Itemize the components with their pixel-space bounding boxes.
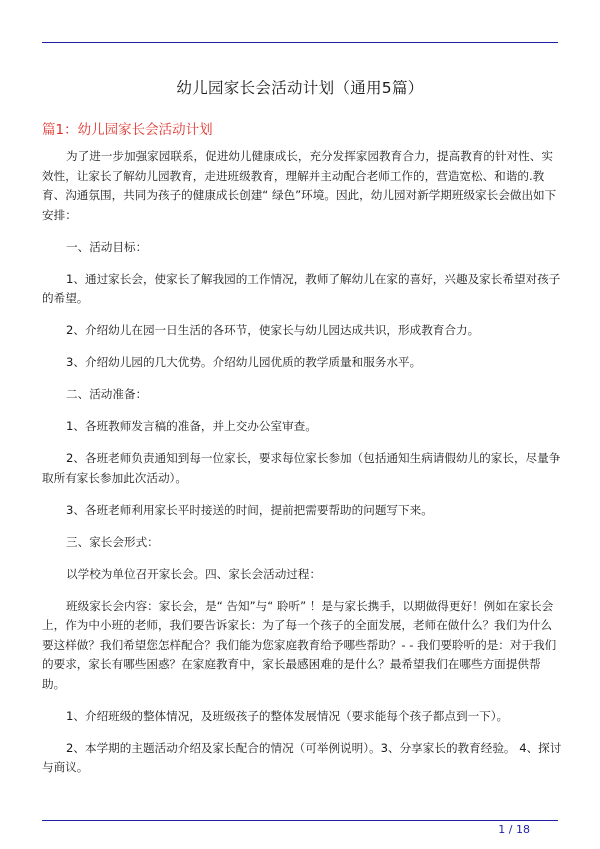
- heading-meeting-format: 三、家长会形式：: [66, 534, 159, 549]
- paragraph-goal-2: 2、介绍幼儿在园一日生活的各环节，使家长与幼儿园达成共识，形成教育合力。: [66, 323, 480, 337]
- footer-rule: [42, 820, 558, 821]
- paragraph-process-1: 1、介绍班级的整体情况，及班级孩子的整体发展情况（要求能每个孩子都点到一下）。: [66, 708, 509, 723]
- paragraph-meeting-content: 班级家长会内容：家长会，是“ 告知”与“ 聆听” ！是与家长携手，以期做得更好！例如在家长会上，作为中小班的老师，我们要告诉家长：为了每一个孩子的全面发展，老师在做什么？我们为什么要这样做？我们希望您怎样配合？我们能为您家庭教育给予哪些帮助？- - 我们要聆听的是：对于我们的要求，家长有哪些困惑？在家庭教育中，家长最感困难的是什么？最希望我们在哪些方面提供帮助。: [42, 598, 557, 691]
- paragraph-process-2: 2、本学期的主题活动介绍及家长配合的情况（可举例说明）。3、分享家长的教育经验。 4、探讨与商议。: [42, 740, 562, 774]
- document-title: 幼儿园家长会活动计划（通用5篇）: [176, 79, 424, 97]
- heading-activity-prep: 二、活动准备：: [66, 387, 148, 401]
- heading-activity-goals: 一、活动目标：: [66, 239, 148, 254]
- paragraph-prep-3: 3、各班老师利用家长平时接送的时间，提前把需要帮助的问题写下来。: [66, 502, 433, 517]
- paragraph-goal-1: 1、通过家长会，使家长了解我园的工作情况，教师了解幼儿在家的喜好，兴趣及家长希望对孩子的希望。: [42, 271, 561, 305]
- page-number: 1 / 18: [498, 823, 530, 836]
- paragraph-goal-3: 3、介绍幼儿园的几大优势。介绍幼儿园优质的教学质量和服务水平。: [66, 355, 422, 369]
- paragraph-prep-1: 1、各班教师发言稿的准备，并上交办公室审查。: [66, 419, 317, 433]
- document-body: [42, 147, 562, 790]
- paragraph-prep-2: 2、各班老师负责通知到每一位家长，要求每位家长参加（包括通知生病请假幼儿的家长，尽量争取所有家长参加此次活动）。: [42, 451, 561, 485]
- paragraph-intro: 为了进一步加强家园联系，促进幼儿健康成长，充分发挥家园教育合力，提高教育的针对性、实效性，让家长了解幼儿园教育，走进班级教育，理解并主动配合老师工作的，营造宽松、和谐的.教育、沟通氛围，共同为孩子的健康成长创建“ 绿色”环境。因此，幼儿园对新学期班级家长会做出如下安排：: [42, 149, 557, 222]
- paragraph-format: 以学校为单位召开家长会。四、家长会活动过程：: [66, 566, 322, 581]
- header-rule: [42, 42, 558, 43]
- section-heading: 篇1：幼儿园家长会活动计划: [42, 122, 213, 138]
